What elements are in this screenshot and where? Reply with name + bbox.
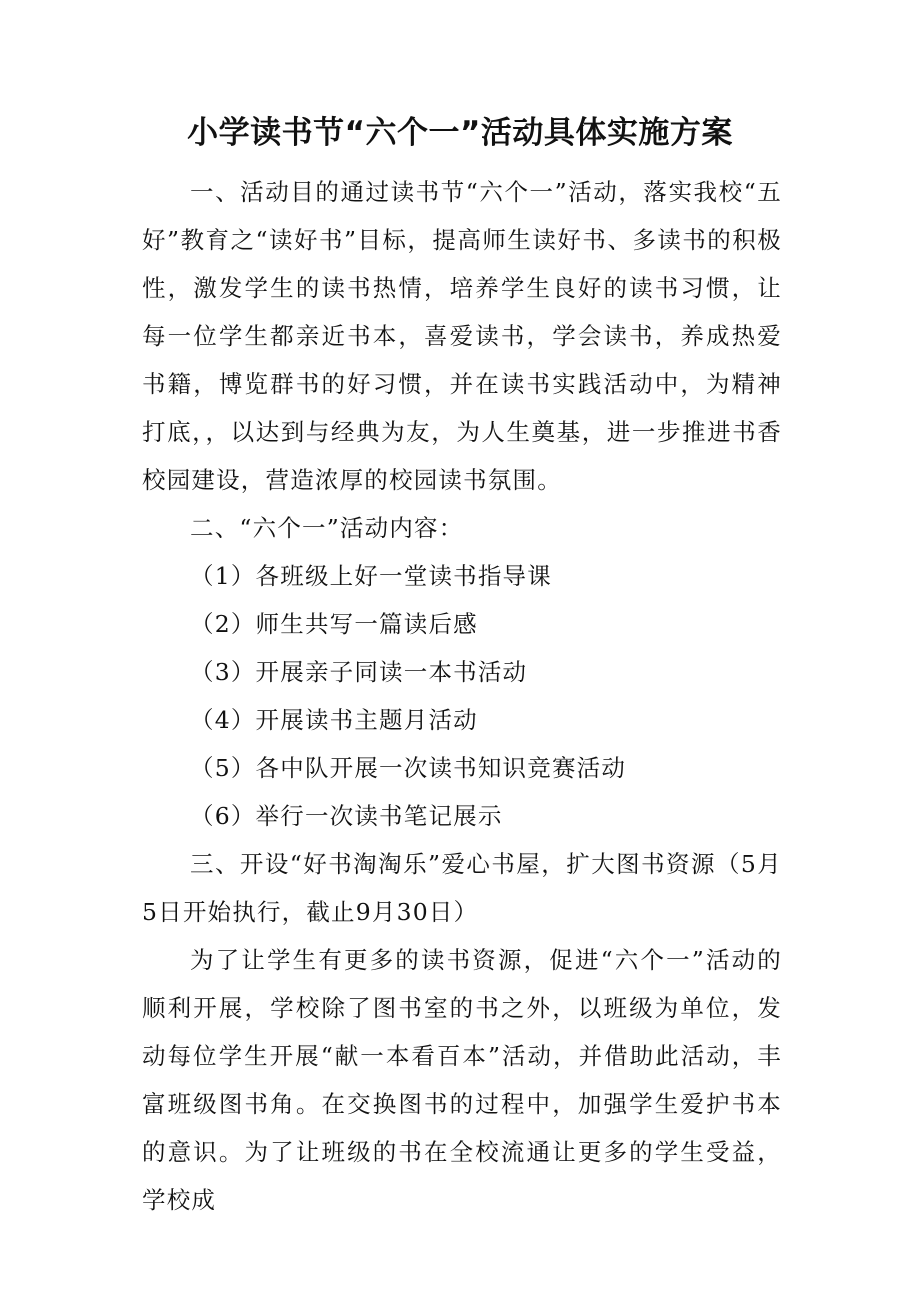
list-item: （4）开展读书主题月活动 (190, 706, 478, 734)
section-1-paragraph: 一、活动目的通过读书节“六个一”活动，落实我校“五好”教育之“读好书”目标，提高师生读好书、多读书的积极性，激发学生的读书热情，培养学生良好的读书习惯，让每一位学生都亲近书本，喜爱读书，学会读书，养成热爱书籍，博览群书的好习惯，并在读书实践活动中，为精神打底，，以达到与经典为友，为人生奠基，进一步推进书香校园建设，营造浓厚的校园读书氛围。 (142, 178, 782, 494)
list-item: （6）举行一次读书笔记展示 (190, 802, 503, 830)
document-body (142, 168, 782, 1224)
section-3-heading: 三、开设“好书淘淘乐”爱心书屋，扩大图书资源（5月5日开始执行，截止9月30日） (142, 850, 782, 926)
list-item: （3）开展亲子同读一本书活动 (190, 658, 528, 686)
section-3-paragraph: 为了让学生有更多的读书资源，促进“六个一”活动的顺利开展，学校除了图书室的书之外，以班级为单位，发动每位学生开展“献一本看百本”活动，并借助此活动，丰富班级图书角。在交换图书的过程中，加强学生爱护书本的意识。为了让班级的书在全校流通让更多的学生受益，学校成 (142, 946, 782, 1214)
list-item: （5）各中队开展一次读书知识竞赛活动 (190, 754, 627, 782)
document-title: 小学读书节“六个一”活动具体实施方案 (187, 115, 733, 151)
list-item: （1）各班级上好一堂读书指导课 (190, 562, 552, 590)
section-2-heading: 二、“六个一”活动内容： (190, 514, 464, 542)
list-item: （2）师生共写一篇读后感 (190, 610, 478, 638)
